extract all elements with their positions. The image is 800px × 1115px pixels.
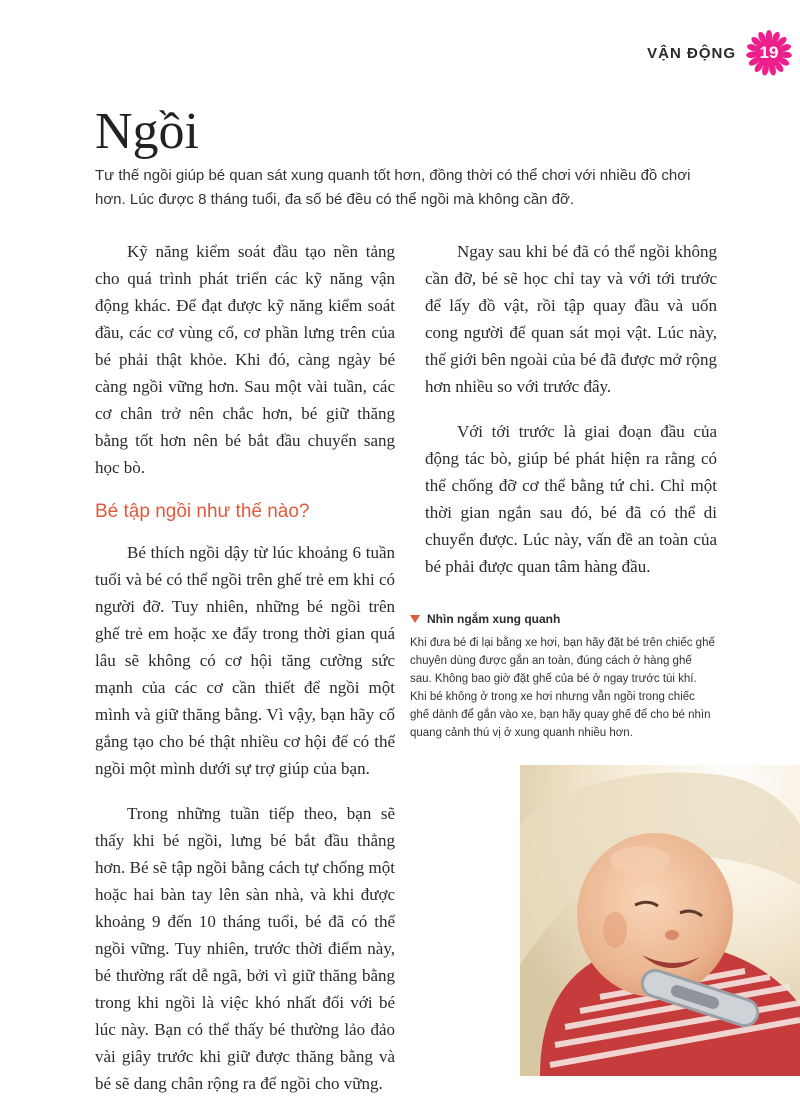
photo-caption-box [410, 610, 715, 742]
caption-text: Khi đưa bé đi lại bằng xe hơi, bạn hãy đặt bé trên chiếc ghế chuyên dùng được gắn an toàn, đúng cách ở hàng ghế sau. Không bao giờ đặt ghế của bé ở ngay trước túi khí. Khi bé không ở trong xe hơi nhưng vẫn ngồi trong chiếc ghế dành để gắn vào xe, bạn hãy quay ghế để cho bé nhìn quang cảnh thú vị ở xung quanh nhiều hơn. [410, 637, 715, 739]
page-title: Ngồi [95, 103, 199, 160]
left-paragraph-2: Bé thích ngồi dậy từ lúc khoảng 6 tuần tuổi và bé có thể ngồi trên ghế trẻ em khi có người đỡ. Tuy nhiên, những bé ngồi trên ghế trẻ em hoặc xe đẩy trong thời gian quá lâu sẽ không có cơ hội tăng cường sức mạnh của các cơ cần thiết để ngồi một mình và giữ thăng bằng. Vì vậy, bạn hãy cố gắng tạo cho bé thật nhiều cơ hội để có thể ngồi một mình dưới sự trợ giúp của bạn. [95, 543, 395, 778]
section-label: VẬN ĐỘNG [647, 44, 736, 62]
page-header [647, 30, 792, 76]
left-column [95, 238, 395, 1115]
subheading: Bé tập ngồi như thế nào? [95, 501, 310, 522]
page-number: 19 [759, 43, 779, 62]
baby-car-seat-photo [520, 765, 800, 1076]
page-number-badge [746, 30, 792, 76]
right-paragraph-2: Với tới trước là giai đoạn đầu của động tác bò, giúp bé phát hiện ra rằng có thể chống đỡ cơ thể bằng tứ chi. Chỉ một thời gian ngắn sau đó, bé đã có thể di chuyển được. Lúc này, vấn đề an toàn của bé phải được quan tâm hàng đầu. [425, 422, 717, 576]
intro-text: Tư thế ngồi giúp bé quan sát xung quanh tốt hơn, đồng thời có thể chơi với nhiều đồ chơi hơn. Lúc được 8 tháng tuổi, đa số bé đều có thể ngồi mà không cần đỡ. [95, 167, 691, 208]
caption-title-text: Nhìn ngắm xung quanh [427, 612, 561, 626]
baby-photo-illustration [520, 765, 800, 1076]
right-paragraph-1: Ngay sau khi bé đã có thể ngồi không cần đỡ, bé sẽ học chỉ tay và với tới trước để lấy đồ vật, rồi tập quay đầu và uốn cong người để quan sát mọi vật. Lúc này, thế giới bên ngoài của bé đã được mở rộng hơn nhiều so với trước đây. [425, 242, 717, 396]
right-column [425, 238, 717, 598]
triangle-down-icon [410, 615, 420, 623]
caption-title [410, 610, 715, 628]
left-paragraph-1: Kỹ năng kiểm soát đầu tạo nền tảng cho quá trình phát triển các kỹ năng vận động khác. Để đạt được kỹ năng kiểm soát đầu, các cơ vùng cổ, cơ phần lưng trên của bé phải thật khỏe. Khi đó, càng ngày bé càng ngồi vững hơn. Sau một vài tuần, các cơ chân trở nên chắc hơn, bé giữ thăng bằng tốt hơn nên bé bắt đầu chuyển sang học bò. [95, 242, 395, 477]
left-paragraph-3: Trong những tuần tiếp theo, bạn sẽ thấy khi bé ngồi, lưng bé bắt đầu thẳng hơn. Bé sẽ tập ngồi bằng cách tự chống một hoặc hai bàn tay lên sàn nhà, và khi được khoảng 9 đến 10 tháng tuổi, bé đã có thể ngồi vững. Tuy nhiên, trước thời điểm này, bé thường rất dễ ngã, bởi vì giữ thăng bằng trong khi ngồi là việc khó nhất đối với bé lúc này. Bạn có thể thấy bé thường lảo đảo vài giây trước khi giữ được thăng bằng và bé sẽ dang chân rộng ra để ngồi cho vững. [95, 804, 395, 1093]
